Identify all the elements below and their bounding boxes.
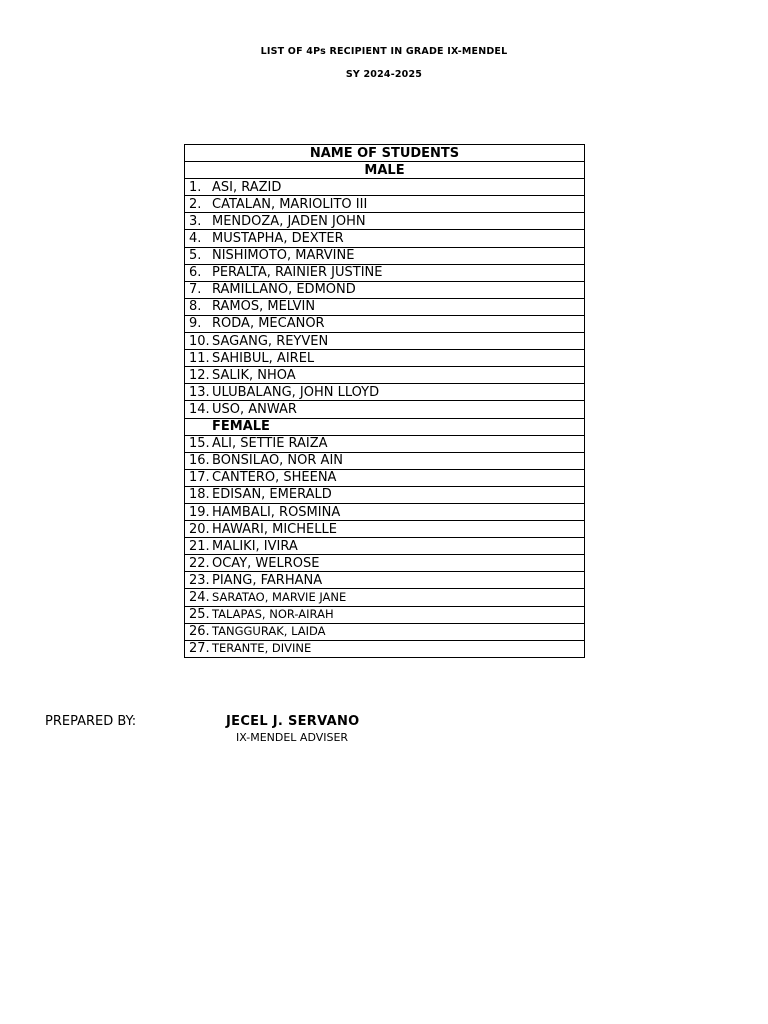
student-name: MENDOZA, JADEN JOHN xyxy=(212,213,366,229)
student-number: 8. xyxy=(189,299,202,315)
student-name: TERANTE, DIVINE xyxy=(212,641,312,656)
student-cell xyxy=(185,213,585,230)
student-name: ALI, SETTIE RAIZA xyxy=(212,436,328,452)
student-name: TALAPAS, NOR-AIRAH xyxy=(212,607,334,622)
student-name: OCAY, WELROSE xyxy=(212,555,320,571)
table-row xyxy=(185,315,585,332)
table-row xyxy=(185,401,585,418)
student-number: 5. xyxy=(189,248,202,264)
table-row xyxy=(185,521,585,538)
table-row xyxy=(185,247,585,264)
female-section-label: FEMALE xyxy=(185,418,585,435)
student-cell xyxy=(185,521,585,538)
student-name: RAMILLANO, EDMOND xyxy=(212,282,356,298)
student-number: 3. xyxy=(189,213,202,229)
male-section-label: MALE xyxy=(185,162,585,179)
student-name: BONSILAO, NOR AIN xyxy=(212,453,344,469)
student-cell xyxy=(185,298,585,315)
student-cell xyxy=(185,538,585,555)
column-heading: NAME OF STUDENTS xyxy=(185,145,585,162)
table-row xyxy=(185,640,585,657)
table-row xyxy=(185,452,585,469)
student-name: PERALTA, RAINIER JUSTINE xyxy=(212,265,383,281)
student-name: MALIKI, IVIRA xyxy=(212,538,298,554)
table-row xyxy=(185,606,585,623)
student-name: RAMOS, MELVIN xyxy=(212,299,316,315)
student-cell xyxy=(185,555,585,572)
student-name: SAHIBUL, AIREL xyxy=(212,350,315,366)
student-name: RODA, MECANOR xyxy=(212,316,325,332)
student-number: 19. xyxy=(189,504,210,520)
student-number: 7. xyxy=(189,282,202,298)
student-name: TANGGURAK, LAIDA xyxy=(212,624,326,639)
student-number: 14. xyxy=(189,401,210,417)
table-row xyxy=(185,196,585,213)
student-cell xyxy=(185,401,585,418)
table-row xyxy=(185,264,585,281)
signer-role: IX-MENDEL ADVISER xyxy=(236,731,349,744)
table-row xyxy=(185,333,585,350)
student-cell xyxy=(185,606,585,623)
student-cell xyxy=(185,230,585,247)
male-section-row xyxy=(185,162,585,179)
student-number: 20. xyxy=(189,521,210,537)
table-row xyxy=(185,623,585,640)
student-name: CANTERO, SHEENA xyxy=(212,470,337,486)
table-row xyxy=(185,179,585,196)
student-cell xyxy=(185,572,585,589)
table-row xyxy=(185,435,585,452)
table-row xyxy=(185,281,585,298)
student-number: 24. xyxy=(189,589,210,605)
table-row xyxy=(185,538,585,555)
table-row xyxy=(185,213,585,230)
student-number: 23. xyxy=(189,572,210,588)
student-name: HAWARI, MICHELLE xyxy=(212,521,337,537)
student-cell xyxy=(185,196,585,213)
table-row xyxy=(185,486,585,503)
student-number: 12. xyxy=(189,367,210,383)
table-row xyxy=(185,589,585,606)
student-number: 25. xyxy=(189,607,210,623)
student-number: 22. xyxy=(189,555,210,571)
student-list-table xyxy=(184,144,585,658)
student-number: 9. xyxy=(189,316,202,332)
prepared-by-label: PREPARED BY: xyxy=(45,714,137,729)
student-number: 15. xyxy=(189,436,210,452)
student-cell xyxy=(185,640,585,657)
student-number: 17. xyxy=(189,470,210,486)
student-cell xyxy=(185,281,585,298)
student-number: 11. xyxy=(189,350,210,366)
student-cell xyxy=(185,333,585,350)
student-cell xyxy=(185,367,585,384)
student-name: SALIK, NHOA xyxy=(212,367,296,383)
student-cell xyxy=(185,435,585,452)
student-name: CATALAN, MARIOLITO III xyxy=(212,196,368,212)
student-number: 26. xyxy=(189,624,210,640)
student-cell xyxy=(185,264,585,281)
student-number: 4. xyxy=(189,231,202,247)
table-row xyxy=(185,298,585,315)
student-cell xyxy=(185,469,585,486)
student-cell xyxy=(185,247,585,264)
student-name: ULUBALANG, JOHN LLOYD xyxy=(212,384,380,400)
table-row xyxy=(185,469,585,486)
table-heading-row xyxy=(185,145,585,162)
student-name: SARATAO, MARVIE JANE xyxy=(212,589,347,604)
student-name: ASI, RAZID xyxy=(212,179,282,195)
table-row xyxy=(185,350,585,367)
student-cell xyxy=(185,452,585,469)
student-number: 21. xyxy=(189,538,210,554)
student-number: 27. xyxy=(189,641,210,657)
school-year: SY 2024-2025 xyxy=(345,69,423,80)
student-name: NISHIMOTO, MARVINE xyxy=(212,248,355,264)
student-number: 18. xyxy=(189,487,210,503)
document-title: LIST OF 4Ps RECIPIENT IN GRADE IX-MENDEL xyxy=(260,46,508,57)
student-cell xyxy=(185,384,585,401)
student-cell xyxy=(185,350,585,367)
student-name: MUSTAPHA, DEXTER xyxy=(212,231,344,247)
student-number: 10. xyxy=(189,333,210,349)
table-row xyxy=(185,555,585,572)
student-name: USO, ANWAR xyxy=(212,401,297,417)
student-number: 1. xyxy=(189,179,202,195)
student-cell xyxy=(185,503,585,520)
table-row xyxy=(185,367,585,384)
student-number: 13. xyxy=(189,384,210,400)
table-row xyxy=(185,230,585,247)
table-row xyxy=(185,503,585,520)
student-cell xyxy=(185,179,585,196)
student-name: HAMBALI, ROSMINA xyxy=(212,504,341,520)
signer-name: JECEL J. SERVANO xyxy=(226,714,360,729)
table-row xyxy=(185,572,585,589)
table-row xyxy=(185,384,585,401)
student-name: PIANG, FARHANA xyxy=(212,572,323,588)
student-name: EDISAN, EMERALD xyxy=(212,487,332,503)
student-cell xyxy=(185,589,585,606)
student-number: 6. xyxy=(189,265,202,281)
student-cell xyxy=(185,486,585,503)
student-number: 2. xyxy=(189,196,202,212)
student-number: 16. xyxy=(189,453,210,469)
student-name: SAGANG, REYVEN xyxy=(212,333,329,349)
student-cell xyxy=(185,623,585,640)
student-cell xyxy=(185,315,585,332)
female-section-row xyxy=(185,418,585,435)
